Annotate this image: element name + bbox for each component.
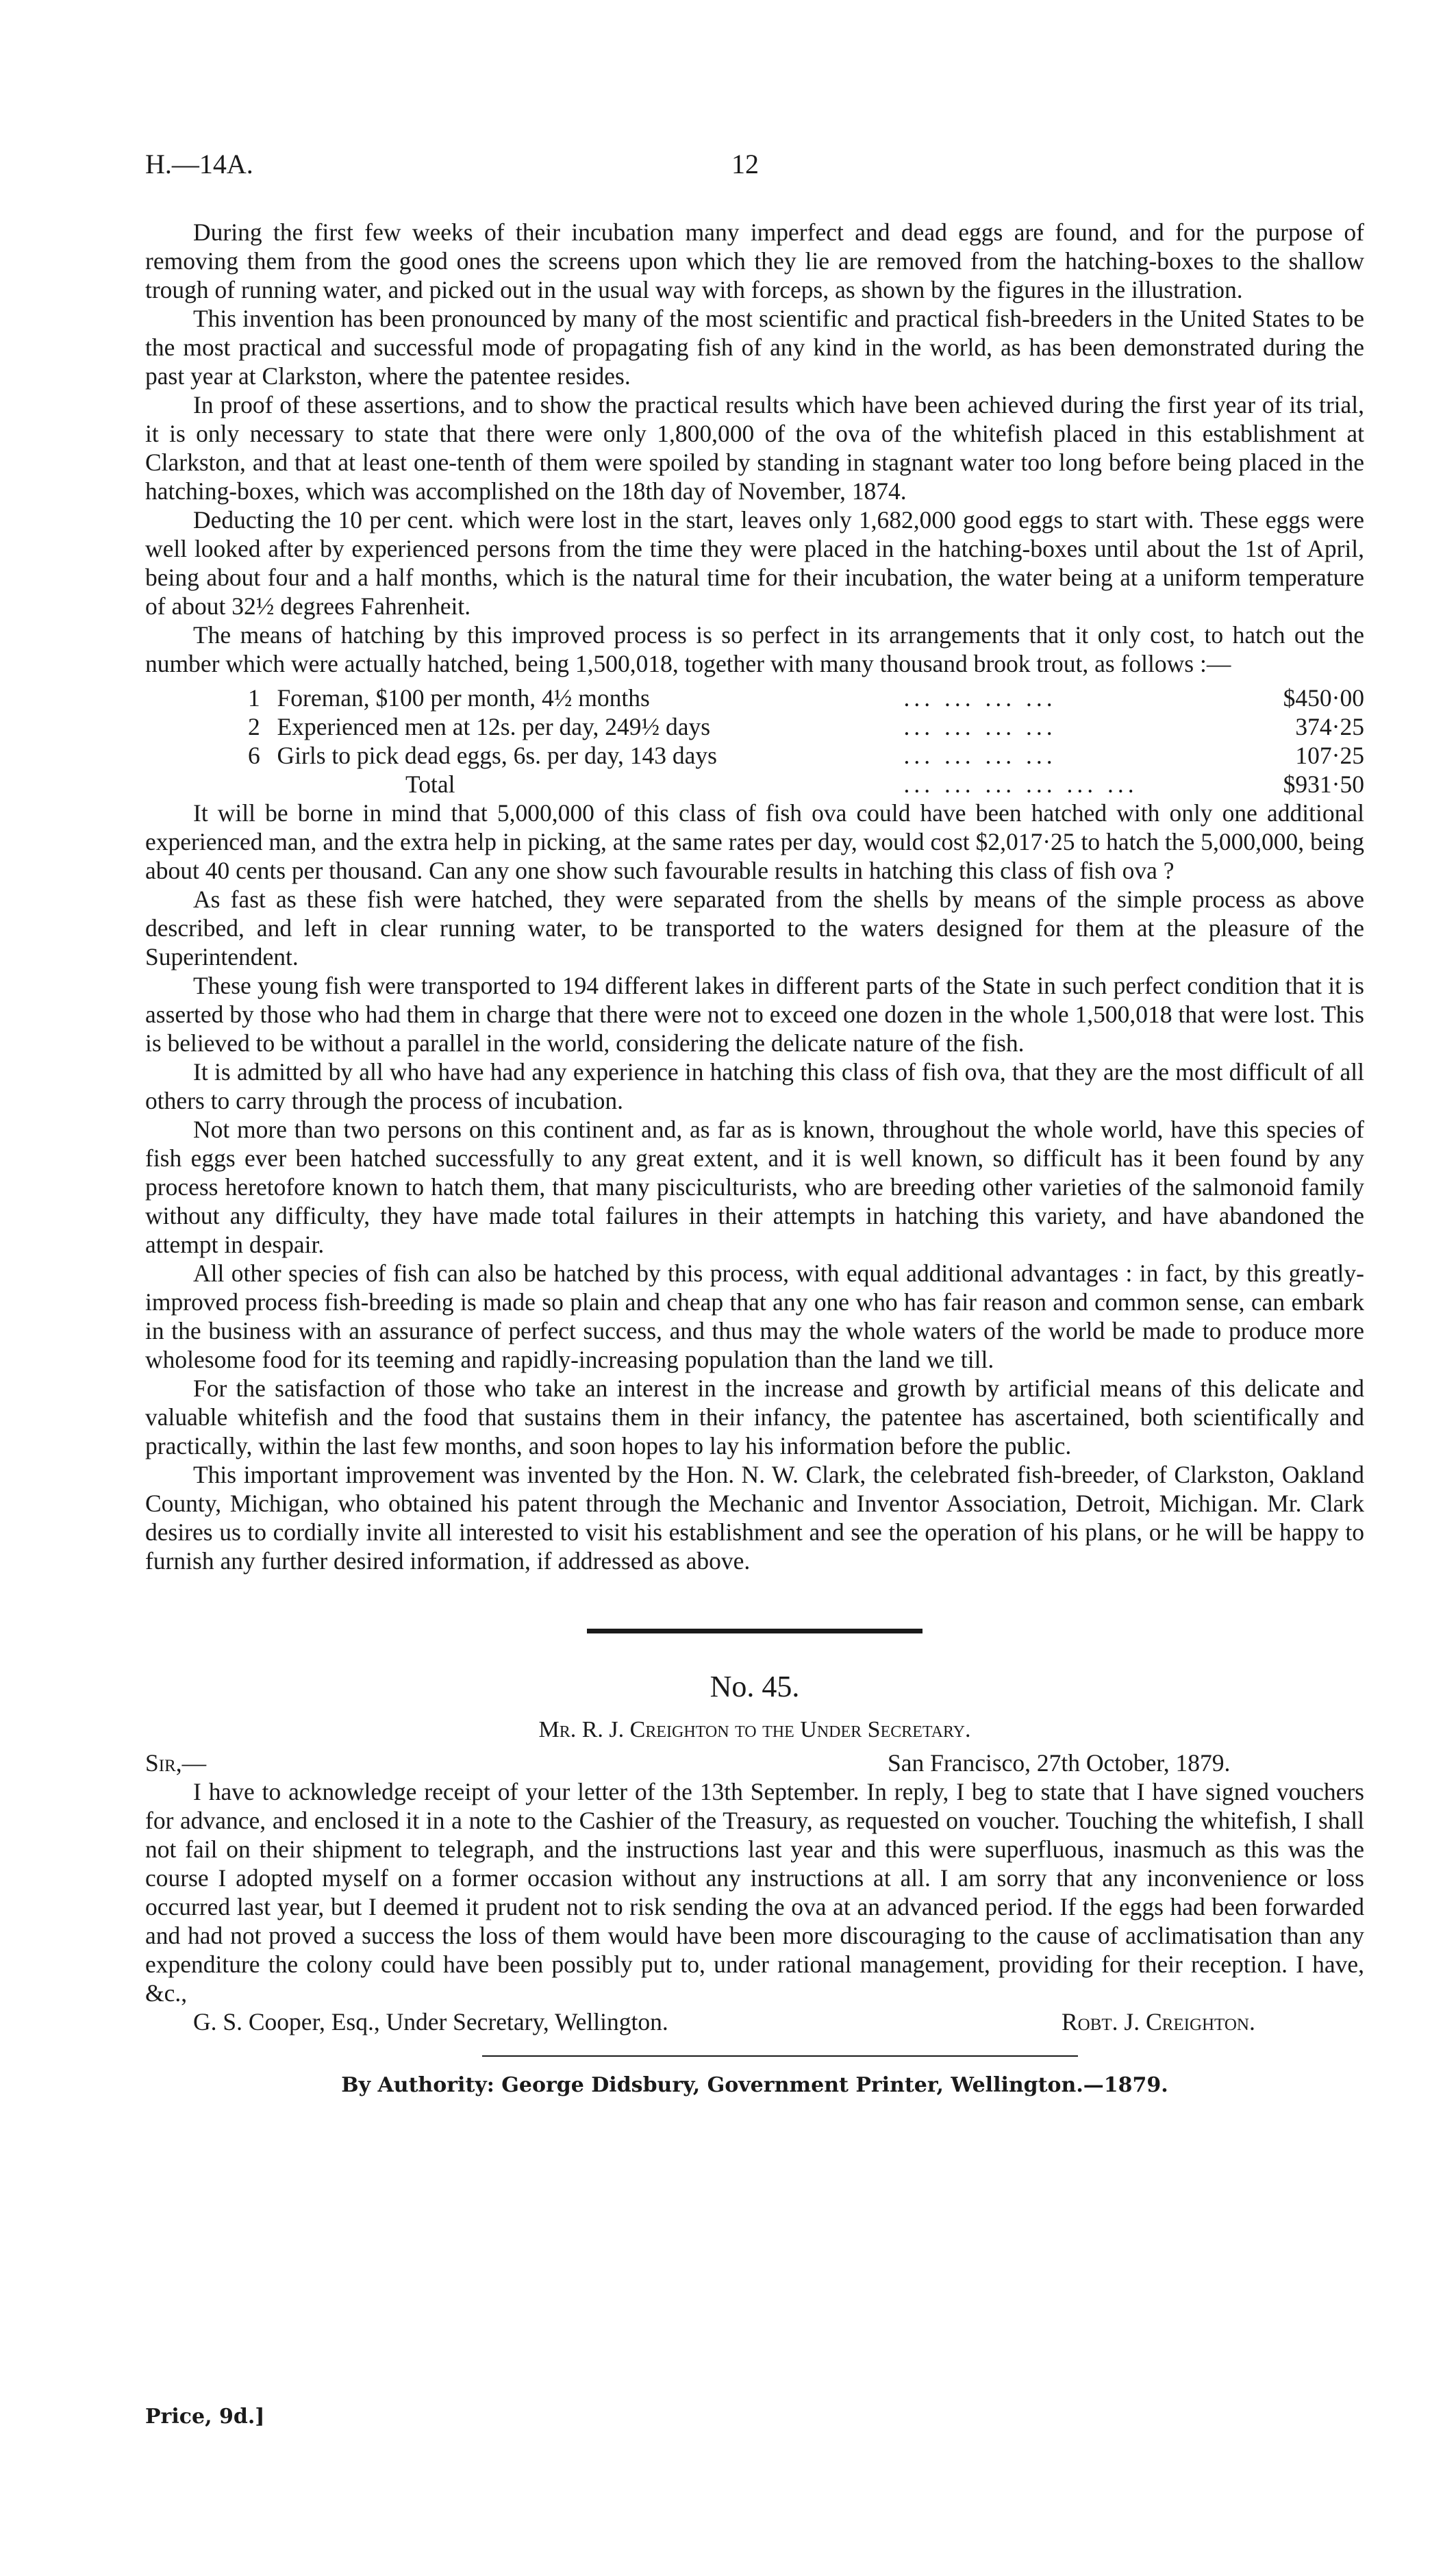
table-row — [248, 741, 1364, 770]
dateline: San Francisco, 27th October, 1879. — [888, 1749, 1231, 1777]
item-amount: 374·25 — [1295, 713, 1364, 740]
addressee: G. S. Cooper, Esq., Under Secretary, Wellington. — [193, 2008, 668, 2035]
item-amount: 107·25 — [1295, 742, 1364, 769]
leader-dots: ... ... ... ... ... ... — [903, 770, 1138, 798]
letter-number: No. 45. — [710, 1670, 800, 1703]
letter-opening — [145, 1749, 1364, 1777]
paragraph: It will be borne in mind that 5,000,000 of this class of fish ova could have been hatched with only one additional experienced man, and the extra help in picking, at the same rates per day, would cost $2,017·25 to hatch the 5,000,000, being about 40 cents per thousand. Can any one show such favourable results in hatching this class of fish ova ? — [145, 799, 1364, 884]
item-count: 2 — [248, 713, 260, 740]
page-number: 12 — [731, 149, 759, 179]
paragraph: This invention has been pronounced by many of the most scientific and practical fish-breeders in the United States to be the most practical and successful mode of propagating fish of any kind in the world, as has been demonstrated during the past year at Clarkston, where the patentee resides. — [145, 305, 1364, 390]
total-label: Total — [405, 770, 455, 798]
total-row — [248, 770, 1364, 799]
item-description: Foreman, $100 per month, 4½ months — [277, 684, 650, 712]
paragraph: Deducting the 10 per cent. which were lost in the start, leaves only 1,682,000 good eggs to start with. These eggs were well looked after by experienced persons from the time they were placed in the hatching-boxes until about the 1st of April, being about four and a half months, which is the natural time for their incubation, the water being at a uniform temperature of about 32½ degrees Fahrenheit. — [145, 506, 1364, 620]
leader-dots: ... ... ... ... — [903, 713, 1057, 740]
paragraph: The means of hatching by this improved process is so perfect in its arrangements that it only cost, to hatch out the number which were actually hatched, being 1,500,018, together with many thousand brook trout, as follows :— — [145, 621, 1364, 677]
letter-title: Mr. R. J. Creighton to the Under Secretary. — [538, 1717, 971, 1742]
section-divider — [587, 1629, 922, 1633]
paragraph: Not more than two persons on this continent and, as far as is known, throughout the whole world, have this species of fish eggs ever been hatched successfully to any great extent, and it is well known, so difficult has it been found by any process heretofore known to hatch them, that many pisciculturists, who are breeding other varieties of the salmonoid family without any difficulty, they have made total failures in their attempts in hatching this variety, and have abandoned the attempt in despair. — [145, 1116, 1364, 1258]
table-row — [248, 684, 1364, 712]
item-count: 1 — [248, 684, 260, 712]
leader-dots: ... ... ... ... — [903, 684, 1057, 712]
item-amount: $450·00 — [1283, 684, 1364, 712]
item-count: 6 — [248, 742, 260, 769]
document-reference: H.—14A. — [145, 149, 253, 179]
paragraph: During the first few weeks of their incubation many imperfect and dead eggs are found, and for the purpose of removing them from the good ones the screens upon which they lie are removed from the hatching-boxes to the shallow trough of running water, and picked out in the usual way with forceps, as shown by the figures in the illustration. — [145, 218, 1364, 303]
signature: Robt. J. Creighton. — [1062, 2008, 1255, 2035]
paragraph: In proof of these assertions, and to show the practical results which have been achieved during the first year of its trial, it is only necessary to state that there were only 1,800,000 of the ova of the whitefish placed in this establishment at Clarkston, and that at least one-tenth of them were spoiled by standing in stagnant water too long before being placed in the hatching-boxes, which was accomplished on the 18th day of November, 1874. — [145, 391, 1364, 505]
paragraph: This important improvement was invented by the Hon. N. W. Clark, the celebrated fish-breeder, of Clarkston, Oakland County, Michigan, who obtained his patent through the Mechanic and Inventor Association, Detroit, Michigan. Mr. Clark desires us to cordially invite all interested to visit his establishment and see the operation of his plans, or he will be happy to furnish any further desired information, if addressed as above. — [145, 1461, 1364, 1575]
price-note: Price, 9d.] — [145, 2405, 265, 2429]
letter-signoff — [145, 2007, 1364, 2038]
footer-divider — [482, 2055, 1078, 2057]
leader-dots: ... ... ... ... — [903, 742, 1057, 769]
paragraph: As fast as these fish were hatched, they were separated from the shells by means of the simple process as above described, and left in clear running water, to be transported to the waters designed for them at the pleasure of the Superintendent. — [145, 886, 1364, 970]
page-header — [145, 148, 1364, 189]
paragraph: All other species of fish can also be hatched by this process, with equal additional advantages : in fact, by this greatly-improved process fish-breeding is made so plain and cheap that any one who has fair reason and common sense, can embark in the business with an assurance of perfect success, and thus may the whole waters of the world be made to produce more wholesome food for its teeming and rapidly-increasing population than the land we till. — [145, 1260, 1364, 1373]
table-row — [248, 712, 1364, 741]
total-amount: $931·50 — [1283, 770, 1364, 798]
expenses-table — [248, 684, 1364, 799]
salutation: Sir,— — [145, 1749, 207, 1777]
item-description: Girls to pick dead eggs, 6s. per day, 143 days — [277, 742, 717, 769]
document-body — [145, 218, 1364, 2099]
printer-authority: By Authority: George Didsbury, Government Printer, Wellington.—1879. — [341, 2073, 1168, 2097]
letter-body: I have to acknowledge receipt of your letter of the 13th September. In reply, I beg to state that I have signed vouchers for advance, and enclosed it in a note to the Cashier of the Treasury, as requested on voucher. Touching the whitefish, I shall not fail on their shipment to telegraph, and the instructions last year and this were superfluous, inasmuch as this was the course I adopted myself on a former occasion without any instructions at all. I am sorry that any inconvenience or loss occurred last year, but I deemed it prudent not to risk sending the ova at an advanced period. If the eggs had been forwarded and had not proved a success the loss of them would have been more discouraging to the cause of acclimatisation than any expenditure the colony could have been possibly put to, under rational management, providing for their reception. I have, &c., — [145, 1778, 1364, 2007]
paragraph: These young fish were transported to 194 different lakes in different parts of the State in such perfect condition that it is asserted by those who had them in charge that there were not to exceed one dozen in the whole 1,500,018 that were lost. This is believed to be without a parallel in the world, considering the delicate nature of the fish. — [145, 972, 1364, 1057]
item-description: Experienced men at 12s. per day, 249½ days — [277, 713, 711, 740]
paragraph: It is admitted by all who have had any experience in hatching this class of fish ova, that they are the most difficult of all others to carry through the process of incubation. — [145, 1058, 1364, 1114]
paragraph: For the satisfaction of those who take an interest in the increase and growth by artificial means of this delicate and valuable whitefish and the food that sustains them in their infancy, the patentee has ascertained, both scientifically and practically, within the last few months, and soon hopes to lay his information before the public. — [145, 1375, 1364, 1459]
